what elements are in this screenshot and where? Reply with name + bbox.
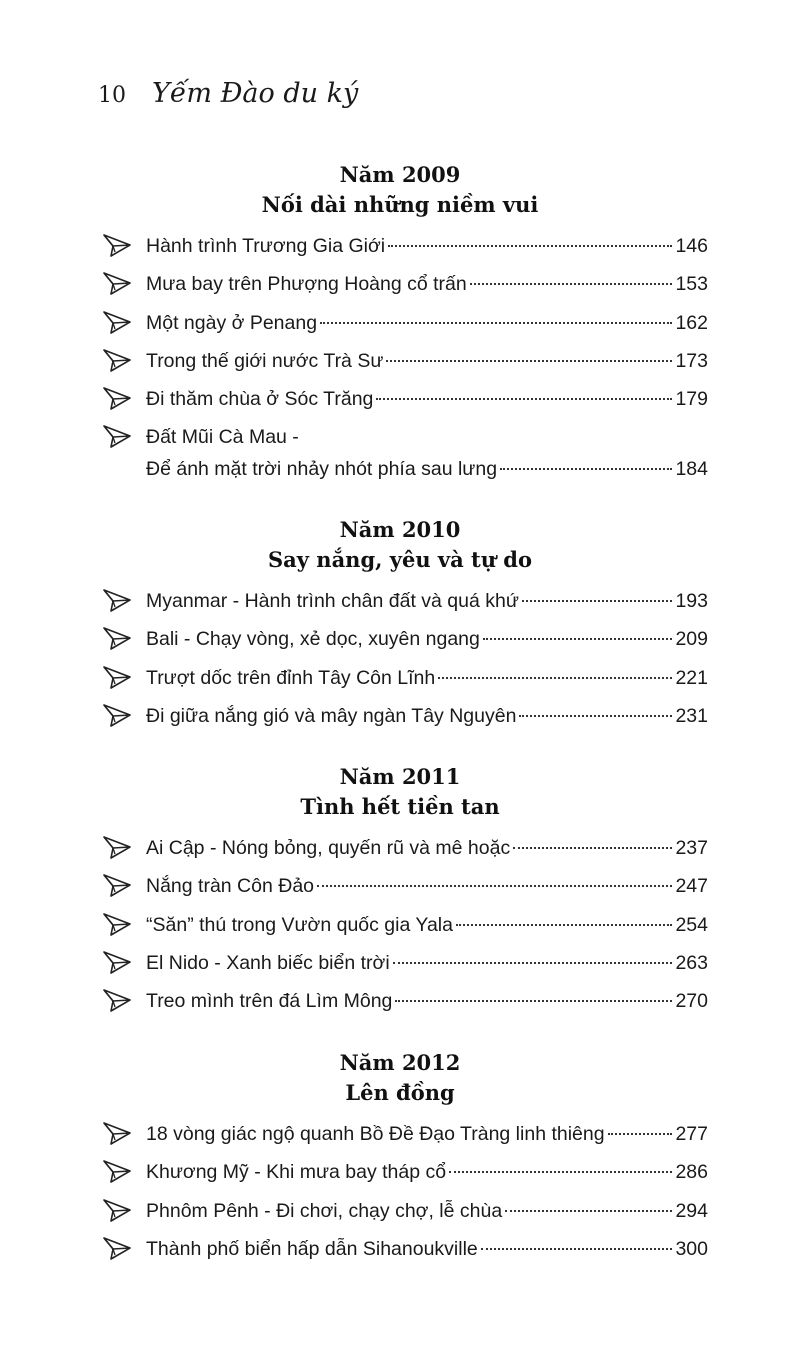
dot-leader: [320, 321, 672, 324]
toc-entry[interactable]: [0, 866, 800, 904]
toc-entry[interactable]: [0, 1152, 800, 1190]
section-2012: [0, 1048, 800, 1267]
entry-title: Một ngày ở Penang: [146, 311, 318, 334]
toc-entry[interactable]: [0, 417, 800, 487]
dot-leader: [505, 1209, 672, 1212]
paper-airplane-icon: [102, 1158, 132, 1184]
section-2010: [0, 515, 800, 734]
entry-page: 231: [675, 704, 708, 727]
dot-leader: [393, 961, 673, 964]
dot-leader: [500, 467, 672, 470]
section-year: Năm 2009: [339, 162, 461, 187]
entry-title: Mưa bay trên Phượng Hoàng cổ trấn: [146, 273, 467, 296]
entry-list: [0, 581, 800, 734]
dot-leader: [483, 637, 673, 640]
paper-airplane-icon: [102, 1197, 132, 1223]
dot-leader: [388, 244, 672, 247]
entry-title: El Nido - Xanh biếc biển trời: [146, 951, 390, 974]
dot-leader: [376, 397, 672, 400]
toc-entry[interactable]: [0, 1191, 800, 1229]
entry-page: 179: [675, 388, 708, 411]
toc-entry[interactable]: [0, 1229, 800, 1267]
entry-page: 153: [675, 273, 708, 296]
entry-title: Myanmar - Hành trình chân đất và quá khứ: [146, 590, 519, 612]
paper-airplane-icon: [102, 702, 132, 728]
entry-title: Ai Cập - Nóng bỏng, quyến rũ và mê hoặc: [146, 837, 511, 859]
entry-list: [0, 226, 800, 487]
section-year: Năm 2010: [339, 517, 461, 542]
dot-leader: [522, 599, 673, 602]
section-2011: [0, 762, 800, 1019]
paper-airplane-icon: [102, 232, 132, 258]
entry-title: Đi giữa nắng gió và mây ngàn Tây Nguyên: [146, 704, 517, 727]
entry-title-line1: Đất Mũi Cà Mau -: [146, 426, 299, 449]
paper-airplane-icon: [102, 385, 132, 411]
toc-entry[interactable]: [0, 341, 800, 379]
entry-page: 294: [675, 1199, 708, 1222]
entry-title: Trong thế giới nước Trà Sư: [146, 349, 384, 372]
entry-page: 263: [675, 951, 708, 974]
entry-page: 237: [675, 837, 708, 859]
entry-title: Để ánh mặt trời nhảy nhót phía sau lưng: [146, 458, 498, 481]
entry-title: Trượt dốc trên đỉnh Tây Côn Lĩnh: [146, 666, 436, 689]
paper-airplane-icon: [102, 347, 132, 373]
section-subtitle: Tình hết tiền tan: [300, 794, 500, 819]
toc-entry[interactable]: [0, 264, 800, 302]
dot-leader: [456, 923, 672, 926]
page-number: 10: [98, 83, 126, 108]
entry-title: Nắng tràn Côn Đảo: [146, 875, 315, 898]
dot-leader: [386, 359, 672, 362]
entry-page: 146: [675, 235, 708, 257]
entry-page: 254: [675, 913, 708, 936]
entry-page: 193: [675, 590, 708, 612]
toc-entry[interactable]: [0, 581, 800, 619]
entry-page: 173: [675, 349, 708, 372]
entry-page: 209: [675, 628, 708, 651]
toc-entry[interactable]: [0, 943, 800, 981]
dot-leader: [519, 714, 672, 717]
paper-airplane-icon: [102, 911, 132, 937]
paper-airplane-icon: [102, 309, 132, 335]
section-subtitle: Lên đồng: [345, 1080, 455, 1105]
toc-entry[interactable]: [0, 303, 800, 341]
entry-page: 286: [675, 1161, 708, 1184]
book-title: Yếm Đào du ký: [152, 78, 359, 109]
toc-entry[interactable]: [0, 981, 800, 1019]
paper-airplane-icon: [102, 1120, 132, 1146]
entry-title: 18 vòng giác ngộ quanh Bồ Đề Đạo Tràng linh thiêng: [146, 1123, 605, 1145]
entry-title: Treo mình trên đá Lìm Mông: [146, 990, 393, 1013]
entry-list: [0, 828, 800, 1019]
paper-airplane-icon: [102, 987, 132, 1013]
entry-title: Hành trình Trương Gia Giới: [146, 235, 386, 257]
section-year: Năm 2011: [339, 764, 461, 789]
running-header: [98, 78, 358, 109]
paper-airplane-icon: [102, 625, 132, 651]
dot-leader: [470, 282, 673, 285]
dot-leader: [317, 884, 672, 887]
dot-leader: [481, 1247, 673, 1250]
section-2009: [0, 160, 800, 487]
entry-title: Khương Mỹ - Khi mưa bay tháp cổ: [146, 1161, 447, 1184]
entry-title: Đi thăm chùa ở Sóc Trăng: [146, 388, 374, 411]
toc-entry[interactable]: [0, 658, 800, 696]
toc-entry[interactable]: [0, 696, 800, 734]
dot-leader: [395, 999, 672, 1002]
entry-list: [0, 1114, 800, 1267]
paper-airplane-icon: [102, 587, 132, 613]
paper-airplane-icon: [102, 949, 132, 975]
entry-title: Bali - Chạy vòng, xẻ dọc, xuyên ngang: [146, 628, 480, 651]
toc-entry[interactable]: [0, 905, 800, 943]
section-subtitle: Nối dài những niềm vui: [261, 192, 539, 217]
paper-airplane-icon: [102, 423, 132, 449]
entry-page: 162: [675, 311, 708, 334]
section-subtitle: Say nắng, yêu và tự do: [268, 547, 532, 572]
paper-airplane-icon: [102, 664, 132, 690]
paper-airplane-icon: [102, 872, 132, 898]
paper-airplane-icon: [102, 270, 132, 296]
entry-page: 184: [675, 458, 708, 481]
toc-entry[interactable]: [0, 379, 800, 417]
dot-leader: [608, 1132, 673, 1135]
entry-page: 221: [675, 666, 708, 689]
entry-page: 277: [675, 1123, 708, 1145]
toc-entry[interactable]: [0, 226, 800, 264]
entry-title: Thành phố biển hấp dẫn Sihanoukville: [146, 1237, 478, 1260]
entry-title: “Săn” thú trong Vườn quốc gia Yala: [146, 913, 453, 936]
dot-leader: [449, 1170, 672, 1173]
paper-airplane-icon: [102, 834, 132, 860]
entry-page: 247: [675, 875, 708, 898]
dot-leader: [438, 676, 672, 679]
toc-entry[interactable]: [0, 828, 800, 866]
section-year: Năm 2012: [339, 1050, 461, 1075]
entry-title: Phnôm Pênh - Đi chơi, chạy chợ, lễ chùa: [146, 1199, 503, 1222]
toc-entry[interactable]: [0, 619, 800, 657]
paper-airplane-icon: [102, 1235, 132, 1261]
dot-leader: [513, 846, 672, 849]
entry-page: 270: [675, 990, 708, 1013]
toc-entry[interactable]: [0, 1114, 800, 1152]
entry-page: 300: [675, 1237, 708, 1260]
